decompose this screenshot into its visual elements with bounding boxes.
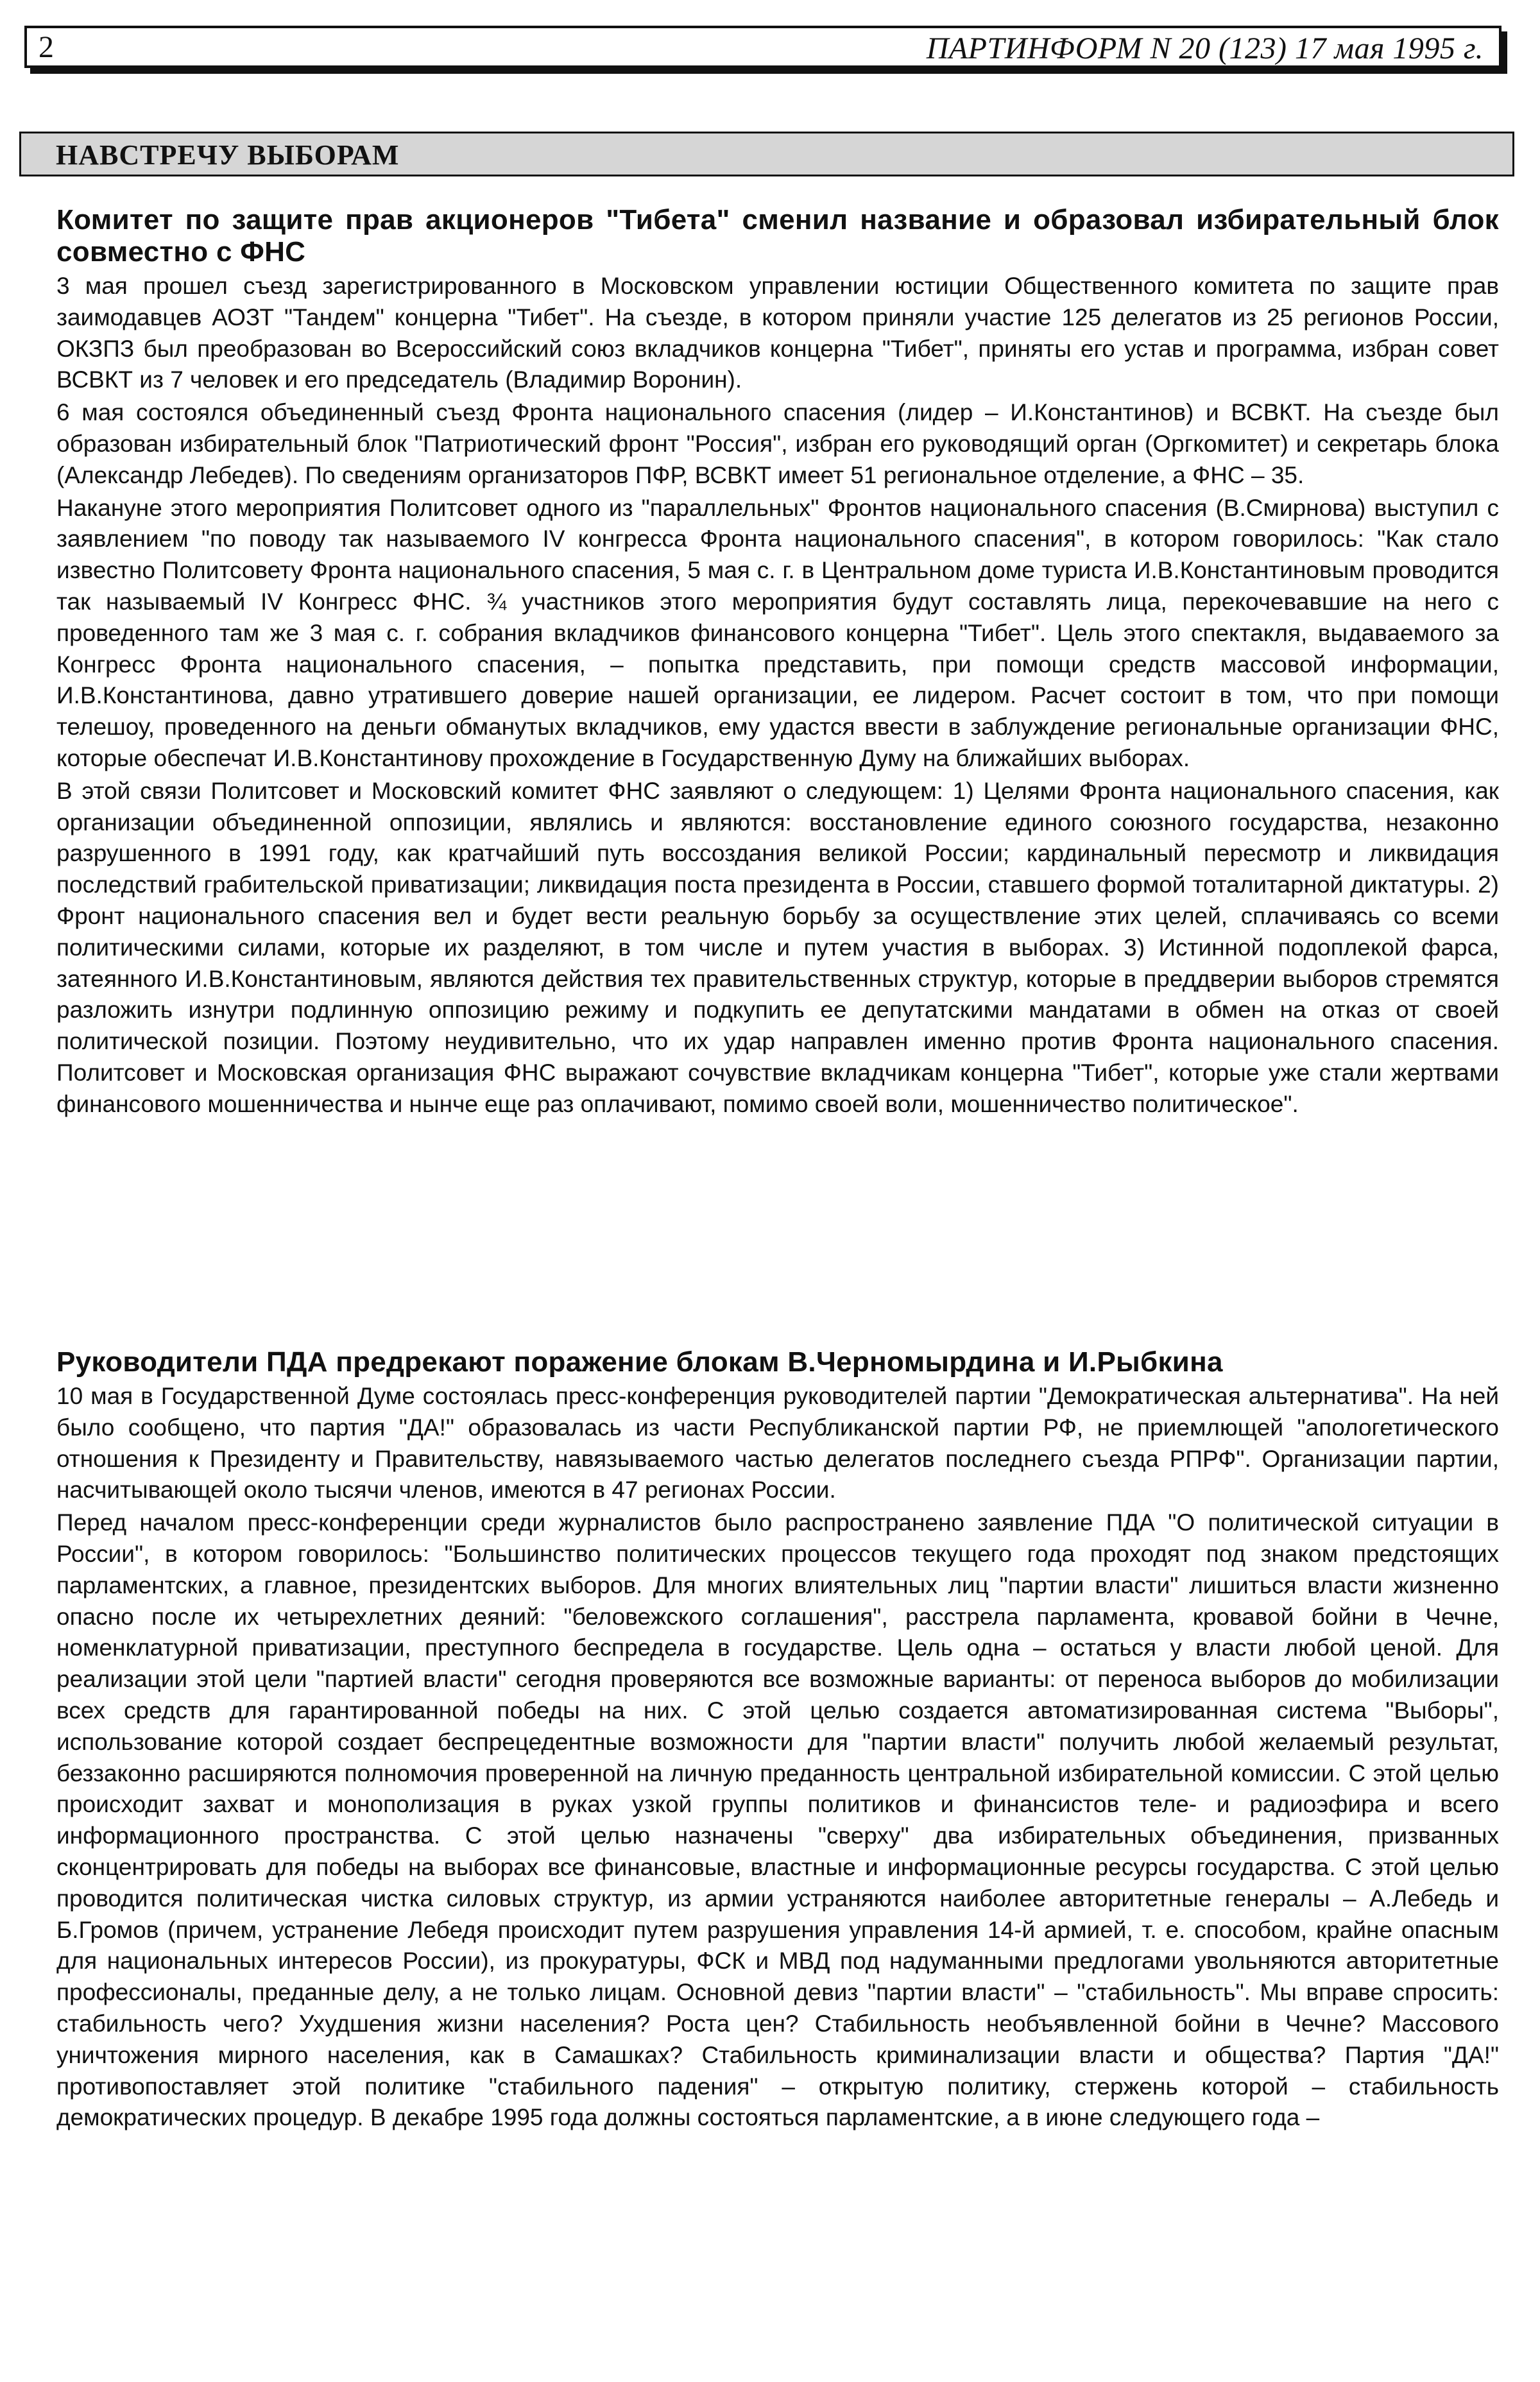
article-headline: Руководители ПДА предрекают поражение блокам В.Черномырдина и И.Рыбкина: [56, 1346, 1223, 1378]
section-bar: [19, 132, 1514, 176]
article-paragraph: 10 мая в Государственной Думе состоялась пресс-конференция руководителей партии "Демократическая альтернатива". На ней было сообщено, что партия "ДА!" образовалась из части Республиканской партии РФ, не приемлющей "апологетического отношения к Президенту и Правительству, навязываемого частью делегатов последнего съезда РПРФ". Организации партии, насчитывающей около тысячи членов, имеются в 47 регионах России.: [56, 1383, 1499, 1504]
masthead-title: ПАРТИНФОРМ N 20 (123) 17 мая 1995 г.: [926, 31, 1484, 65]
article-pda: [56, 1346, 1499, 2135]
article-tibet: [56, 204, 1499, 1122]
article-paragraph: 6 мая состоялся объединенный съезд Фронта национального спасения (лидер – И.Константинов) и ВСВКТ. На съезде был образован избирательный блок "Патриотический фронт "Россия", избран его руководящий орган (Оргкомитет) и секретарь блока (Александр Лебедев). По сведениям организаторов ПФР, ВСВКТ имеет 51 региональное отделение, а ФНС – 35.: [56, 399, 1499, 488]
page-number: 2: [38, 30, 54, 64]
article-paragraph: Перед началом пресс-конференции среди журналистов было распространено заявление ПДА "О политической ситуации в России", в котором говорилось: "Большинство политических процессов текущего года проходят под знаком предстоящих парламентских, а главное, президентских выборов. Для многих влиятельных лиц "партии власти" лишиться власти жизненно опасно после их четырехлетних деяний: "беловежского соглашения", расстрела парламента, кровавой бойни в Чечне, номенклатурной приватизации, преступного беспредела в государстве. Цель одна – остаться у власти любой ценой. Для реализации этой цели "партией власти" сегодня проверяются все возможные варианты: от переноса выборов до мобилизации всех средств для гарантированной победы на них. С этой целью создается автоматизированная система "Выборы", использование которой создает беспрецедентные возможности для "партии власти" получить любой желаемый результат, беззаконно расширяются полномочия проверенной на личную преданность центральной избирательной комиссии. С этой целью происходит захват и монополизация в руках узкой группы политиков и финансистов теле- и радиоэфира и всего информационного пространства. С этой целью назначены "сверху" два избирательных объединения, призванных сконцентрировать для победы на выборах все финансовые, властные и информационные ресурсы государства. С этой целью проводится политическая чистка силовых структур, из армии устраняются наиболее авторитетные генералы – А.Лебедь и Б.Громов (причем, устранение Лебедя происходит путем разрушения управления 14-й армией, т. е. способом, крайне опасным для национальных интересов России), из прокуратуры, ФСК и МВД под надуманными предлогами увольняются авторитетные профессионалы, преданные делу, а не только лицам. Основной девиз "партии власти" – "стабильность". Мы вправе спросить: стабильность чего? Ухудшения жизни населения? Роста цен? Стабильность необъявленной бойни в Чечне? Массового уничтожения мирного населения, как в Самашках? Стабильность криминализации власти и общества? Партия "ДА!" противопоставляет этой политике "стабильного падения" – открытую политику, стержень которой – стабильность демократических процедур. В декабре 1995 года должны состояться парламентские, а в июне следующего года –: [56, 1509, 1499, 2131]
masthead-box: [24, 26, 1502, 68]
article-paragraph: В этой связи Политсовет и Московский комитет ФНС заявляют о следующем: 1) Целями Фронта национального спасения, как организации объединенной оппозиции, являлись и являются: восстановление единого союзного государства, незаконно разрушенного в 1991 году, как кратчайший путь воссоздания великой России; кардинальный пересмотр и ликвидация последствий грабительской приватизации; ликвидация поста президента в России, ставшего формой тоталитарной диктатуры. 2) Фронт национального спасения вел и будет вести реальную борьбу за осуществление этих целей, сплачиваясь со всеми политическими силами, которые их разделяют, в том числе и путем участия в выборах. 3) Истинной подоплекой фарса, затеянного И.В.Константиновым, являются действия тех правительственных структур, которые в преддверии выборов стремятся разложить изнутри подлинную оппозицию режиму и подкупить ее депутатскими мандатами в обмен на отказ от своей политической позиции. Поэтому неудивительно, что их удар направлен именно против Фронта национального спасения. Политсовет и Московская организация ФНС выражают сочувствие вкладчикам концерна "Тибет", которые уже стали жертвами финансового мошенничества и нынче еще раз оплачивают, помимо своей воли, мошенничество политическое".: [56, 777, 1499, 1117]
article-paragraph: 3 мая прошел съезд зарегистрированного в Московском управлении юстиции Общественного комитета по защите прав заимодавцев АОЗТ "Тандем" концерна "Тибет". На съезде, в котором приняли участие 125 делегатов из 25 регионов России, ОКЗПЗ был преобразован во Всероссийский союз вкладчиков концерна "Тибет", приняты его устав и программа, избран совет ВСВКТ из 7 человек и его председатель (Владимир Воронин).: [56, 273, 1499, 393]
article-headline: Комитет по защите прав акционеров "Тибета" сменил название и образовал избирательный блок совместно с ФНС: [56, 204, 1499, 268]
section-title: НАВСТРЕЧУ ВЫБОРАМ: [56, 139, 400, 171]
article-paragraph: Накануне этого мероприятия Политсовет одного из "параллельных" Фронтов национального спасения (В.Смирнова) выступил с заявлением "по поводу так называемого IV конгресса Фронта национального спасения", в котором говорилось: "Как стало известно Политсовету Фронта национального спасения, 5 мая с. г. в Центральном доме туриста И.В.Константиновым проводится так называемый IV Конгресс ФНС. ¾ участников этого мероприятия будут составлять лица, перекочевавшие на него с проведенного там же 3 мая с. г. собрания вкладчиков финансового концерна "Тибет". Цель этого спектакля, выдаваемого за Конгресс Фронта национального спасения, – попытка представить, при помощи средств массовой информации, И.В.Константинова, давно утратившего доверие нашей организации, ее лидером. Расчет состоит в том, что при помощи телешоу, проведенного на деньги обманутых вкладчиков, ему удастся ввести в заблуждение региональные организации ФНС, которые обеспечат И.В.Константинову прохождение в Государственную Думу на ближайших выборах.: [56, 494, 1499, 771]
